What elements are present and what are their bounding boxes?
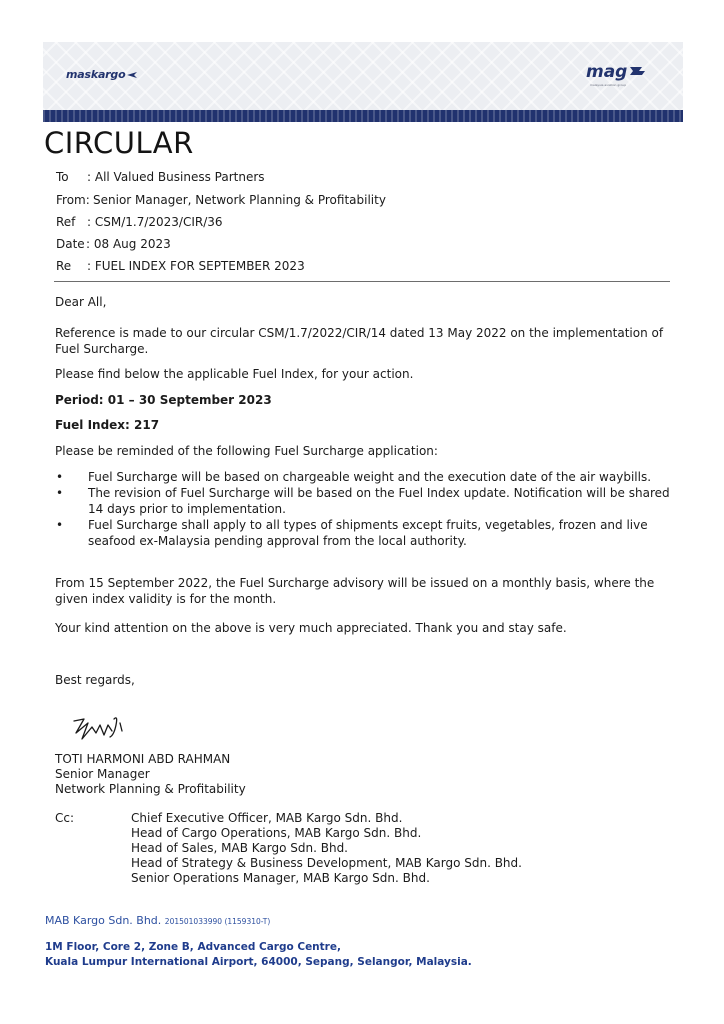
footer-address-line-2: Kuala Lumpur International Airport, 64000, Sepang, Selangor, Malaysia. xyxy=(45,956,472,968)
bullet-icon: • xyxy=(56,486,64,500)
re-value: : FUEL INDEX FOR SEPTEMBER 2023 xyxy=(87,259,305,273)
ref-label: Ref xyxy=(56,215,76,229)
to-label: To xyxy=(56,170,69,184)
company-name: MAB Kargo Sdn. Bhd. xyxy=(45,914,162,927)
maskargo-logo-text: maskargo xyxy=(66,68,126,81)
ref-value: : CSM/1.7/2023/CIR/36 xyxy=(87,215,223,229)
header-divider xyxy=(54,281,670,282)
header-stripe xyxy=(43,110,683,122)
cc-item: Head of Sales, MAB Kargo Sdn. Bhd. xyxy=(131,841,348,855)
bullet-icon: • xyxy=(56,470,64,484)
mag-logo-tagline: malaysia aviation group xyxy=(590,83,627,87)
paragraph-reference: Reference is made to our circular CSM/1.7/2022/CIR/14 dated 13 May 2022 on the implementation of Fuel Surcharge. xyxy=(55,326,664,356)
greeting: Dear All, xyxy=(55,295,107,309)
from-value: Senior Manager, Network Planning & Profitability xyxy=(93,193,386,207)
signatory-department: Network Planning & Profitability xyxy=(55,782,246,796)
from-label: From: xyxy=(56,193,90,207)
maskargo-logo xyxy=(66,68,138,81)
re-label: Re xyxy=(56,259,72,273)
footer-company xyxy=(45,914,270,927)
cc-item: Head of Cargo Operations, MAB Kargo Sdn. Bhd. xyxy=(131,826,422,840)
paragraph-reminder: Please be reminded of the following Fuel Surcharge application: xyxy=(55,444,438,458)
cc-item: Chief Executive Officer, MAB Kargo Sdn. Bhd. xyxy=(131,811,403,825)
paragraph-monthly-advisory: From 15 September 2022, the Fuel Surcharge advisory will be issued on a monthly basis, where the given index validity is for the month. xyxy=(55,576,655,606)
signature xyxy=(70,713,130,747)
signatory-title: Senior Manager xyxy=(55,767,150,781)
paragraph-thanks: Your kind attention on the above is very much appreciated. Thank you and stay safe. xyxy=(55,621,567,635)
mag-logo xyxy=(586,62,646,87)
mag-logo-text: mag xyxy=(586,62,628,82)
bullet-icon: • xyxy=(56,518,64,532)
bullet-item: Fuel Surcharge shall apply to all types of shipments except fruits, vegetables, frozen and live seafood ex-Malaysia pending approval from the local authority. xyxy=(88,518,648,548)
page-title: CIRCULAR xyxy=(44,126,194,160)
cc-item: Head of Strategy & Business Development, MAB Kargo Sdn. Bhd. xyxy=(131,856,522,870)
fuel-index-line: Fuel Index: 217 xyxy=(55,418,160,432)
date-value: : 08 Aug 2023 xyxy=(86,237,171,251)
cc-label: Cc: xyxy=(55,811,75,825)
date-label: Date xyxy=(56,237,85,251)
plane-icon xyxy=(126,70,138,80)
signatory-name: TOTI HARMONI ABD RAHMAN xyxy=(55,752,231,766)
footer-address-line-1: 1M Floor, Core 2, Zone B, Advanced Cargo Centre, xyxy=(45,941,341,953)
cc-item: Senior Operations Manager, MAB Kargo Sdn. Bhd. xyxy=(131,871,430,885)
to-value: : All Valued Business Partners xyxy=(87,170,265,184)
mag-wing-icon xyxy=(628,64,646,80)
bullet-item: The revision of Fuel Surcharge will be based on the Fuel Index update. Notification will be shared 14 days prior to implementation. xyxy=(88,486,670,516)
paragraph-fuel-index-intro: Please find below the applicable Fuel Index, for your action. xyxy=(55,367,414,381)
bullet-item: Fuel Surcharge will be based on chargeable weight and the execution date of the air waybills. xyxy=(88,470,652,484)
company-registration: 201501033990 (1159310-T) xyxy=(164,917,271,926)
closing: Best regards, xyxy=(55,673,135,687)
period-line: Period: 01 – 30 September 2023 xyxy=(55,393,272,407)
